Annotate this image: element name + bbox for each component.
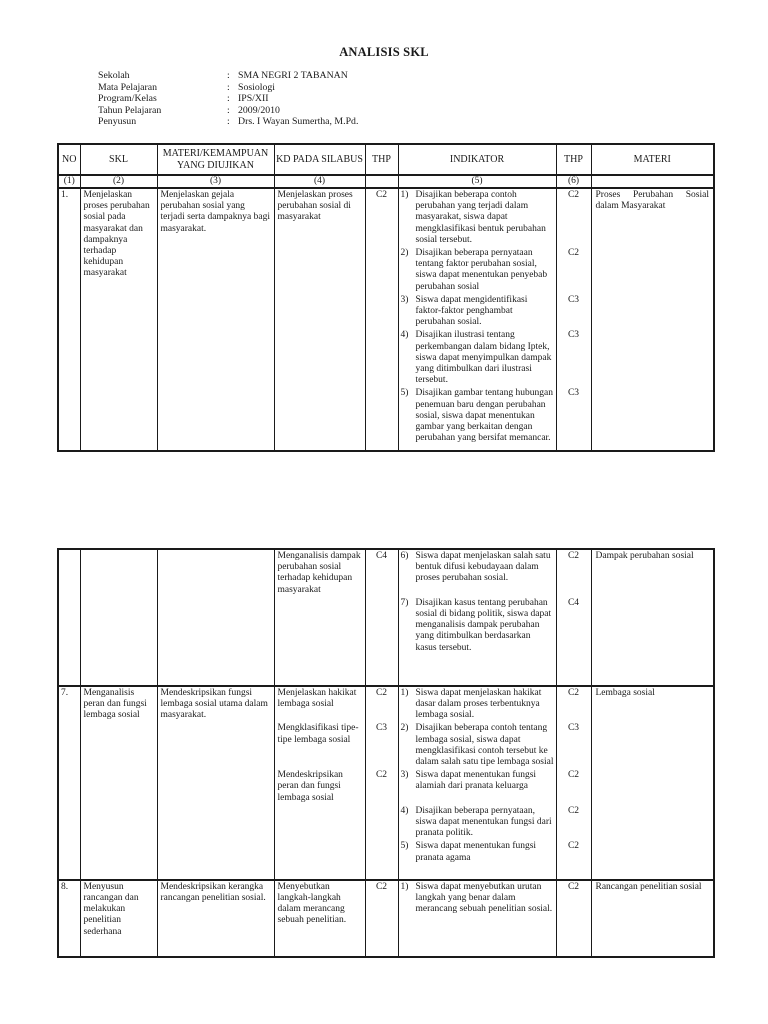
kd-silabus-cell: Menjelaskan proses perubahan sosial di masyarakat [274, 188, 365, 247]
indikator-item [401, 248, 554, 293]
kd-thp-cell: C2 [365, 188, 398, 247]
indikator-cell [398, 840, 556, 864]
no-cell: 7. [58, 686, 80, 880]
materi-kemampuan-cell [157, 549, 274, 686]
meta-colon: : [227, 93, 230, 105]
spacer-cell [365, 928, 398, 957]
indikator-thp-cell: C2 [556, 805, 591, 841]
indikator-number: 3) [400, 770, 409, 781]
indikator-item [401, 882, 554, 916]
table-row [58, 880, 714, 928]
indikator-cell [398, 387, 556, 445]
spacer-cell [365, 445, 398, 451]
indikator-thp-cell: C2 [556, 549, 591, 597]
indikator-number: 2) [400, 723, 409, 734]
indikator-text: Siswa dapat menyebutkan urutan langkah yang benar dalam merancang sebuah penelitian sosial. [415, 881, 553, 915]
materi-cell: Rancangan penelitian sosial [591, 880, 714, 957]
column-number: (1) [58, 175, 80, 188]
indikator-cell [398, 329, 556, 387]
column-header: MATERI [591, 144, 714, 175]
indikator-number: 7) [400, 597, 409, 608]
indikator-thp-cell: C3 [556, 722, 591, 769]
kd-silabus-cell: Menjelaskan hakikat lembaga sosial [274, 686, 365, 723]
column-header: KD PADA SILABUS [274, 144, 365, 175]
indikator-text: Disajikan kasus tentang perubahan sosial di bidang politik, siswa dapat menganalisis dampak perubahan yang ditimbulkan berdasarkan kasus tersebut. [415, 597, 552, 653]
indikator-cell [398, 188, 556, 247]
spacer-cell [274, 928, 365, 957]
indikator-thp-cell: C2 [556, 247, 591, 294]
spacer-cell [556, 865, 591, 880]
kd-thp-cell: C2 [365, 769, 398, 805]
column-number: (5) [398, 175, 556, 188]
indikator-item [401, 770, 554, 792]
no-cell [58, 549, 80, 686]
meta-label: Program/Kelas [98, 93, 157, 105]
meta-value: 2009/2010 [238, 104, 280, 116]
kd-thp-cell [365, 805, 398, 841]
indikator-text: Disajikan beberapa pernyataan tentang faktor perubahan sosial, siswa dapat menentukan penyebab perubahan sosial [415, 248, 548, 292]
meta-value: SMA NEGRI 2 TABANAN [238, 70, 348, 81]
meta-value: Sosiologi [238, 81, 276, 93]
skl-cell: Menjelaskan proses perubahan sosial pada masyarakat dan dampaknya terhadap kehidupan masyarakat [80, 188, 157, 451]
table-row [58, 686, 714, 723]
spacer-cell [398, 928, 556, 957]
spacer-cell [398, 655, 556, 686]
spacer-cell [274, 655, 365, 686]
indikator-text: Disajikan ilustrasi tentang perkembangan dalam bidang Iptek, siswa dapat menyimpulkan dampak yang ditimbulkan dari ilustrasi tersebut. [415, 330, 552, 386]
indikator-number: 4) [400, 330, 409, 341]
kd-thp-cell: C2 [365, 880, 398, 928]
indikator-cell [398, 686, 556, 723]
spacer-cell [556, 928, 591, 957]
indikator-cell [398, 722, 556, 769]
kd-thp-cell [365, 247, 398, 294]
kd-thp-cell [365, 387, 398, 445]
spacer-cell [556, 445, 591, 451]
indikator-cell [398, 294, 556, 330]
indikator-item [401, 190, 554, 246]
meta-row [98, 116, 358, 128]
indikator-text: Siswa dapat menentukan fungsi alamiah dari pranata keluarga [415, 770, 537, 792]
kd-thp-cell [365, 294, 398, 330]
kd-silabus-cell [274, 329, 365, 387]
indikator-number: 6) [400, 551, 409, 561]
materi-kemampuan-cell: Menjelaskan gejala perubahan sosial yang terjadi serta dampaknya bagi masyarakat. [157, 188, 274, 451]
meta-colon: : [227, 81, 230, 93]
kd-silabus-cell [274, 247, 365, 294]
kd-silabus-cell: Menganalisis dampak perubahan sosial terhadap kehidupan masyarakat [274, 549, 365, 597]
meta-colon: : [227, 116, 230, 128]
indikator-number: 5) [400, 388, 409, 399]
page-title: ANALISIS SKL [339, 45, 429, 59]
kd-silabus-cell [274, 597, 365, 655]
column-header: NO [58, 144, 80, 175]
indikator-item [401, 723, 554, 768]
indikator-thp-cell: C4 [556, 597, 591, 655]
indikator-number: 1) [400, 190, 409, 200]
meta-row [98, 70, 358, 82]
indikator-thp-cell: C3 [556, 387, 591, 445]
column-header: MATERI/KEMAMPUAN YANG DIUJIKAN [157, 144, 274, 175]
indikator-item [401, 388, 554, 444]
indikator-item [401, 841, 554, 863]
table-row [58, 549, 714, 597]
kd-silabus-cell: Menyebutkan langkah-langkah dalam merancang sebuah penelitian. [274, 880, 365, 928]
indikator-cell [398, 247, 556, 294]
meta-row [98, 82, 358, 94]
table-row [58, 188, 714, 247]
meta-label: Tahun Pelajaran [98, 104, 162, 116]
no-cell: 8. [58, 880, 80, 957]
indikator-thp-cell: C2 [556, 769, 591, 805]
indikator-number: 1) [400, 881, 409, 892]
meta-row [98, 105, 358, 117]
spacer-cell [398, 445, 556, 451]
column-header: INDIKATOR [398, 144, 556, 175]
kd-thp-cell [365, 329, 398, 387]
column-number: (4) [274, 175, 365, 188]
skl-cell: Menganalisis peran dan fungsi lembaga sosial [80, 686, 157, 880]
indikator-cell [398, 769, 556, 805]
meta-label: Penyusun [98, 116, 137, 128]
indikator-number: 1) [400, 687, 409, 698]
indikator-item [401, 806, 554, 840]
indikator-number: 4) [400, 805, 409, 816]
kd-silabus-cell [274, 840, 365, 864]
kd-thp-cell: C2 [365, 686, 398, 723]
meta-value: Drs. I Wayan Sumertha, M.Pd. [238, 116, 359, 128]
indikator-thp-cell: C2 [556, 840, 591, 864]
spacer-cell [274, 865, 365, 880]
table-header-row [58, 144, 714, 175]
indikator-cell [398, 549, 556, 597]
indikator-thp-cell: C2 [556, 880, 591, 928]
materi-kemampuan-cell: Mendeskripsikan kerangka rancangan penelitian sosial. [157, 880, 274, 957]
indikator-number: 3) [400, 294, 409, 305]
indikator-text: Siswa dapat menjelaskan hakikat dasar dalam proses terbentuknya lembaga sosial. [415, 687, 542, 721]
materi-cell: Lembaga sosial [591, 686, 714, 880]
materi-cell: Proses Perubahan Sosial dalam Masyarakat [591, 188, 714, 451]
meta-colon: : [227, 70, 230, 81]
meta-label: Mata Pelajaran [98, 81, 158, 93]
indikator-item [401, 295, 554, 329]
indikator-item [401, 598, 554, 654]
spacer-cell [274, 445, 365, 451]
column-header: THP [556, 144, 591, 175]
kd-silabus-cell [274, 387, 365, 445]
column-header: SKL [80, 144, 157, 175]
document-metadata [98, 70, 358, 128]
indikator-text: Siswa dapat menjelaskan salah satu bentuk difusi kebudayaan dalam proses perubahan sosial. [415, 551, 551, 584]
indikator-text: Siswa dapat mengidentifikasi faktor-faktor penghambat perubahan sosial. [415, 294, 528, 328]
no-cell: 1. [58, 188, 80, 451]
column-number [591, 175, 714, 188]
kd-thp-cell: C3 [365, 722, 398, 769]
skl-cell [80, 549, 157, 686]
column-number: (2) [80, 175, 157, 188]
column-numbering-row [58, 175, 714, 188]
indikator-text: Disajikan beberapa contoh tentang lembaga sosial, siswa dapat mengklasifikasi contoh tersebut ke dalam salah satu tipe lembaga sosial [415, 723, 554, 768]
indikator-cell [398, 597, 556, 655]
indikator-item [401, 551, 554, 585]
meta-label: Sekolah [98, 70, 130, 81]
skl-analysis-table-continuation [57, 548, 715, 958]
column-number [365, 175, 398, 188]
indikator-thp-cell: C3 [556, 294, 591, 330]
spacer-cell [398, 865, 556, 880]
kd-thp-cell: C4 [365, 549, 398, 597]
materi-kemampuan-cell: Mendeskripsikan fungsi lembaga sosial utama dalam masyarakat. [157, 686, 274, 880]
spacer-cell [365, 655, 398, 686]
indikator-text: Disajikan gambar tentang hubungan penemuan baru dengan perubahan sosial, siswa dapat menentukan gambar yang berkaitan dengan perubahan yang bersifat memancar. [415, 388, 553, 444]
kd-silabus-cell [274, 805, 365, 841]
indikator-cell [398, 805, 556, 841]
meta-value: IPS/XII [238, 93, 269, 105]
kd-thp-cell [365, 597, 398, 655]
materi-cell: Dampak perubahan sosial [591, 549, 714, 686]
column-number: (3) [157, 175, 274, 188]
indikator-text: Siswa dapat menentukan fungsi pranata agama [415, 841, 537, 863]
column-header: THP [365, 144, 398, 175]
meta-row [98, 93, 358, 105]
skl-analysis-table [57, 143, 715, 452]
indikator-text: Disajikan beberapa contoh perubahan yang terjadi dalam masyarakat, siswa dapat mengklasifikasi bentuk perubahan sosial tersebut. [415, 190, 546, 245]
skl-cell: Menyusun rancangan dan melakukan penelitian sederhana [80, 880, 157, 957]
indikator-number: 5) [400, 841, 409, 852]
indikator-item [401, 688, 554, 722]
indikator-thp-cell: C3 [556, 329, 591, 387]
kd-silabus-cell: Mengklasifikasi tipe-tipe lembaga sosial [274, 722, 365, 769]
meta-colon: : [227, 104, 230, 116]
indikator-number: 2) [400, 248, 409, 259]
spacer-cell [365, 865, 398, 880]
indikator-item [401, 330, 554, 386]
indikator-thp-cell: C2 [556, 686, 591, 723]
column-number: (6) [556, 175, 591, 188]
indikator-text: Disajikan beberapa pernyataan, siswa dapat menentukan fungsi dari pranata politik. [415, 805, 552, 839]
indikator-thp-cell: C2 [556, 188, 591, 247]
kd-thp-cell [365, 840, 398, 864]
indikator-cell [398, 880, 556, 928]
spacer-cell [556, 655, 591, 686]
kd-silabus-cell: Mendeskripsikan peran dan fungsi lembaga sosial [274, 769, 365, 805]
kd-silabus-cell [274, 294, 365, 330]
